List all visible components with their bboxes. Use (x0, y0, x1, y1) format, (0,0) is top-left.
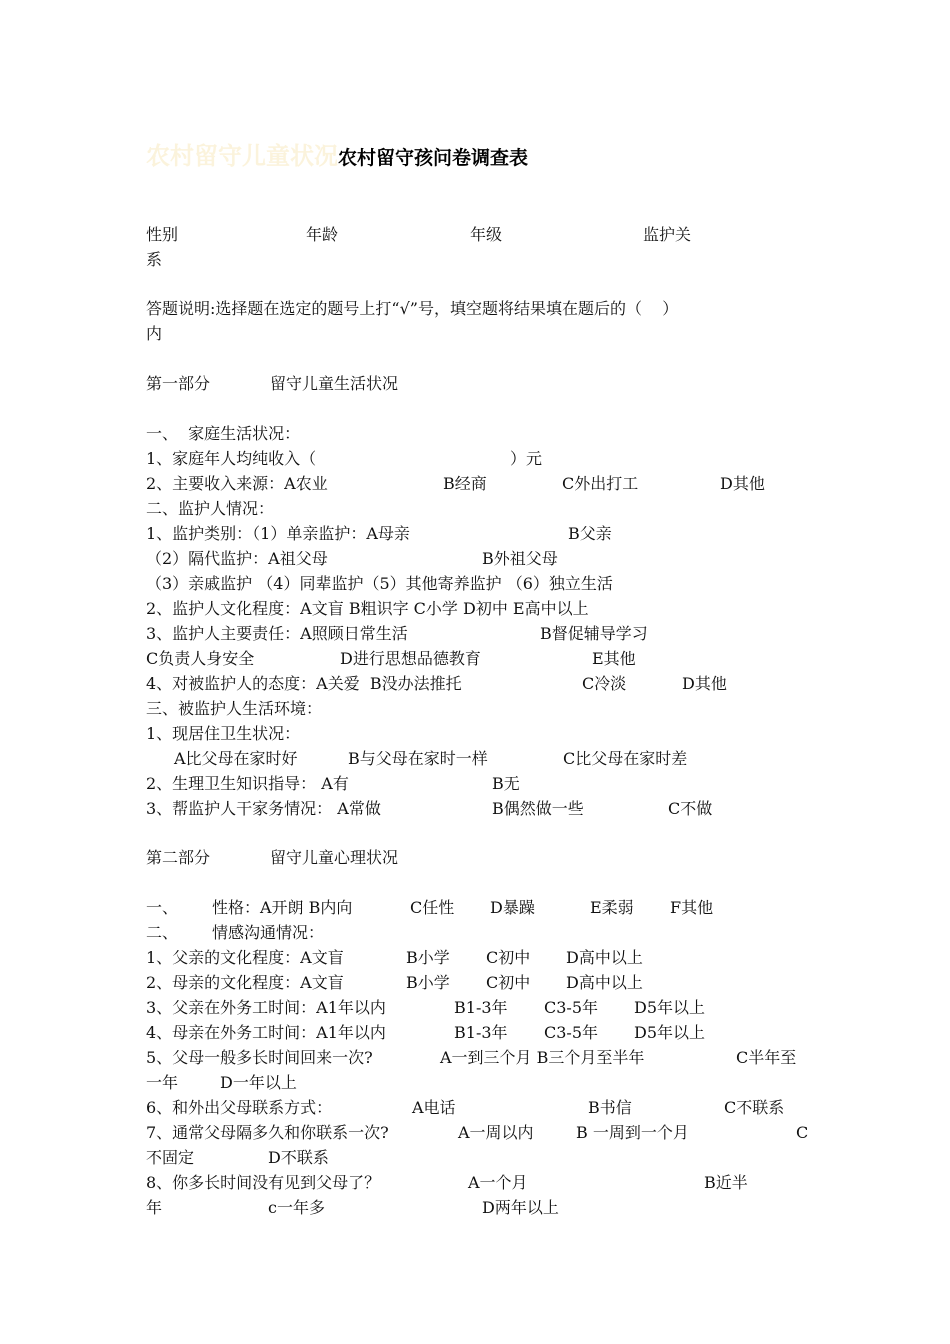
line-segment: D其他 (720, 474, 765, 493)
line-segment: D两年以上 (482, 1198, 559, 1217)
line-segment: 答题说明:选择题在选定的题号上打“√”号，填空题将结果填在题后的（ ） (146, 299, 679, 318)
line-segment: 一年 (146, 1073, 179, 1092)
line-segment: 性格：A开朗 B内向 (212, 898, 353, 917)
line-segment: 1、现居住卫生状况： (146, 724, 301, 743)
line-segment: 内 (146, 324, 163, 343)
line-segment: D进行思想品德教育 (340, 649, 481, 668)
line-segment: 情感沟通情况： (212, 923, 325, 942)
line-segment: C初中 (486, 948, 531, 967)
line-segment: C (796, 1123, 809, 1142)
line-segment: 年 (146, 1198, 163, 1217)
line-segment: 不固定 (146, 1148, 195, 1167)
line-segment: 4、对被监护人的态度：A关爱 B没办法推托 (146, 674, 462, 693)
line-segment: A一个月 (468, 1173, 528, 1192)
line-segment: 2、生理卫生知识指导： A有 (146, 774, 349, 793)
line-segment: C负责人身安全 (146, 649, 255, 668)
line-segment: B 一周到一个月 (576, 1123, 689, 1142)
line-segment: B无 (492, 774, 520, 793)
line-segment: C不做 (668, 799, 713, 818)
line-segment: 6、和外出父母联系方式： (146, 1098, 333, 1117)
line-segment: 第二部分 (146, 848, 211, 867)
line-segment: 二、监护人情况： (146, 499, 275, 518)
line-segment: （3）亲戚监护 （4）同辈监护（5）其他寄养监护 （6）独立生活 (146, 574, 613, 593)
line-segment: 一、 (146, 898, 179, 917)
line-segment: 年级 (470, 225, 503, 244)
line-segment: C3-5年 (544, 998, 599, 1017)
line-segment: B偶然做一些 (492, 799, 584, 818)
line-segment: 1、家庭年人均纯收入（ (146, 449, 317, 468)
line-segment: D高中以上 (566, 948, 643, 967)
line-segment: 年龄 (306, 225, 339, 244)
line-segment: C初中 (486, 973, 531, 992)
line-segment: C不联系 (724, 1098, 785, 1117)
line-segment: D暴躁 (490, 898, 535, 917)
line-segment: 监护关 (643, 225, 692, 244)
line-segment: 第一部分 (146, 374, 211, 393)
line-segment: D高中以上 (566, 973, 643, 992)
line-segment: 2、监护人文化程度：A文盲 B粗识字 C小学 D初中 E高中以上 (146, 599, 589, 618)
line-segment: 7、通常父母隔多久和你联系一次? (146, 1123, 389, 1142)
line-segment: B1-3年 (454, 1023, 508, 1042)
line-segment: B经商 (443, 474, 487, 493)
line-segment: C半年至 (736, 1048, 797, 1067)
title-row (146, 136, 528, 171)
line-segment: A一周以内 (458, 1123, 534, 1142)
line-segment: 5、父母一般多长时间回来一次? (146, 1048, 373, 1067)
line-segment: B与父母在家时一样 (348, 749, 488, 768)
line-segment: 留守儿童心理状况 (270, 848, 399, 867)
line-segment: B小学 (406, 948, 450, 967)
line-segment: E其他 (592, 649, 636, 668)
line-segment: 二、 (146, 923, 179, 942)
line-segment: C3-5年 (544, 1023, 599, 1042)
line-segment: 系 (146, 250, 163, 269)
line-segment: C比父母在家时差 (563, 749, 688, 768)
line-segment: （2）隔代监护：A祖父母 (146, 549, 328, 568)
line-segment: C外出打工 (562, 474, 639, 493)
line-segment: A一到三个月 B三个月至半年 (440, 1048, 645, 1067)
line-segment: A电话 (412, 1098, 456, 1117)
document-title: 农村留守孩问卷调查表 (338, 147, 529, 169)
line-segment: B近半 (704, 1173, 748, 1192)
line-segment: 3、帮监护人干家务情况： A常做 (146, 799, 381, 818)
line-segment: E柔弱 (590, 898, 634, 917)
line-segment: B父亲 (568, 524, 612, 543)
line-segment: 留守儿童生活状况 (270, 374, 399, 393)
line-segment: C冷淡 (582, 674, 627, 693)
line-segment: 1、监护类别：（1）单亲监护：A母亲 (146, 524, 410, 543)
line-segment: B1-3年 (454, 998, 508, 1017)
line-segment: 3、父亲在外务工时间：A1年以内 (146, 998, 386, 1017)
line-segment: D5年以上 (634, 1023, 706, 1042)
line-segment: B小学 (406, 973, 450, 992)
line-segment: 一、 家庭生活状况： (146, 424, 301, 443)
line-segment: 4、母亲在外务工时间：A1年以内 (146, 1023, 386, 1042)
line-segment: B督促辅导学习 (540, 624, 648, 643)
line-segment: D一年以上 (220, 1073, 297, 1092)
line-segment: 3、监护人主要责任：A照顾日常生活 (146, 624, 408, 643)
line-segment: 2、母亲的文化程度：A文盲 (146, 973, 344, 992)
line-segment: D不联系 (268, 1148, 329, 1167)
line-segment: ）元 (510, 449, 543, 468)
line-segment: C任性 (410, 898, 455, 917)
line-segment: 2、主要收入来源：A农业 (146, 474, 328, 493)
line-segment: 1、父亲的文化程度：A文盲 (146, 948, 344, 967)
line-segment: 三、被监护人生活环境： (146, 699, 323, 718)
line-segment: B书信 (588, 1098, 632, 1117)
line-segment: D5年以上 (634, 998, 706, 1017)
line-segment: D其他 (682, 674, 727, 693)
line-segment: F其他 (670, 898, 714, 917)
line-segment: B外祖父母 (482, 549, 558, 568)
line-segment: 性别 (146, 225, 179, 244)
line-segment: 8、你多长时间没有见到父母了？ (146, 1173, 381, 1192)
line-segment: A比父母在家时好 (174, 749, 298, 768)
line-segment: c一年多 (268, 1198, 325, 1217)
watermark-text: 农村留守儿童状况 (146, 141, 338, 170)
